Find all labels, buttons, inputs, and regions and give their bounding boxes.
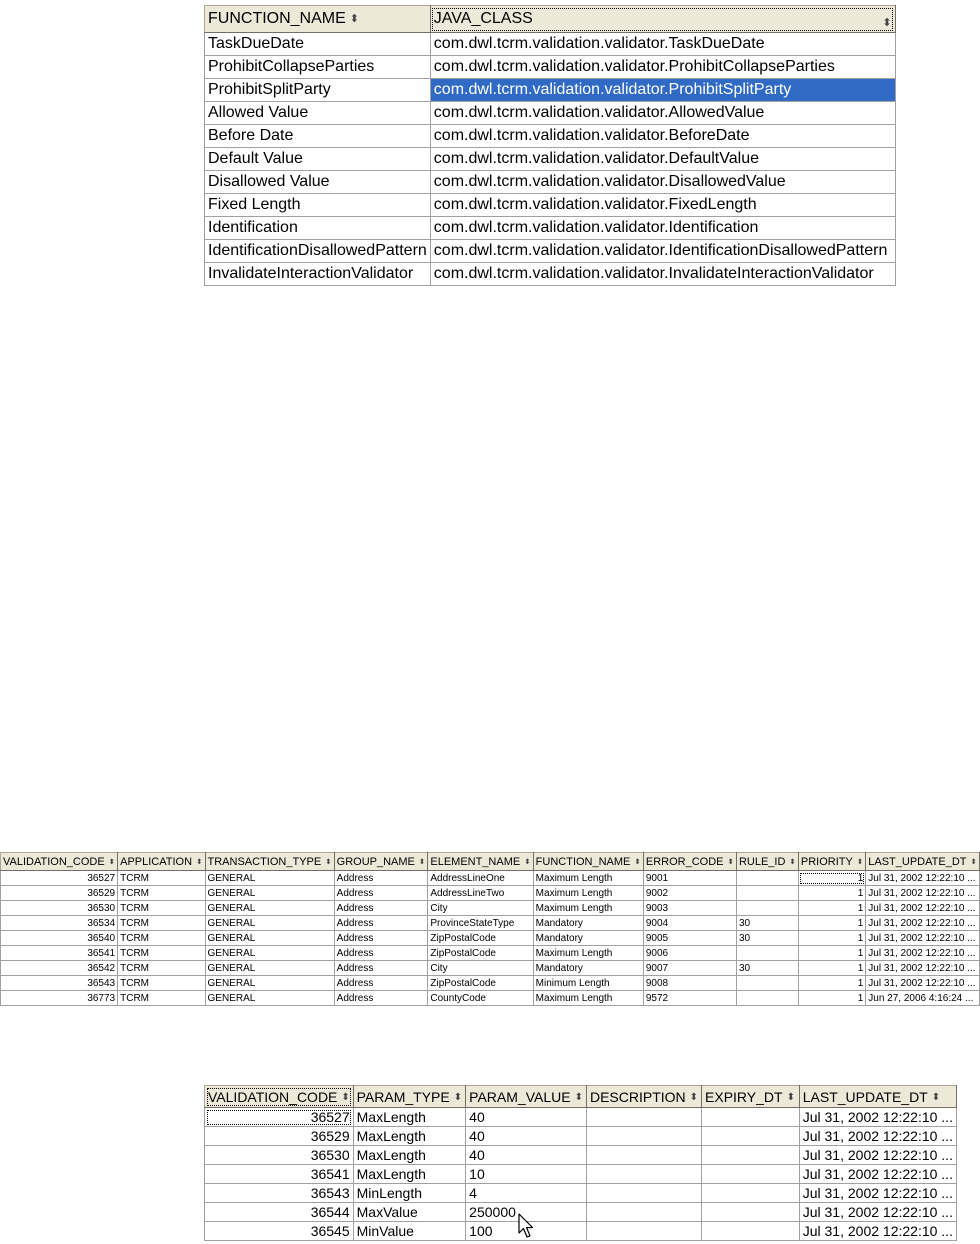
table-cell[interactable]: Address xyxy=(334,886,428,901)
sort-arrows-icon: ⬍ xyxy=(574,1092,583,1104)
table-cell[interactable] xyxy=(736,991,798,1006)
table-cell[interactable]: 40 xyxy=(466,1127,587,1146)
table-cell[interactable]: com.dwl.tcrm.validation.validator.IdentificationDisallowedPattern xyxy=(430,240,895,263)
table-cell[interactable]: com.dwl.tcrm.validation.validator.DefaultValue xyxy=(430,148,895,171)
table-cell[interactable]: Disallowed Value xyxy=(205,171,431,194)
table-cell[interactable]: TCRM xyxy=(118,916,205,931)
table-cell[interactable]: Jul 31, 2002 12:22:10 ... xyxy=(866,871,980,886)
table-row[interactable] xyxy=(205,79,896,102)
table-cell[interactable]: Jul 31, 2002 12:22:10 ... xyxy=(799,1127,956,1146)
table-cell[interactable]: 36545 xyxy=(205,1222,354,1241)
table-cell[interactable]: 1 xyxy=(798,931,865,946)
table-cell[interactable]: GENERAL xyxy=(205,916,334,931)
table-row[interactable] xyxy=(205,1184,957,1203)
table-cell[interactable]: 36542 xyxy=(1,961,118,976)
table-row[interactable] xyxy=(1,916,980,931)
table-row[interactable] xyxy=(1,901,980,916)
column-header[interactable]: FUNCTION_NAME ⬍ xyxy=(533,853,643,871)
column-header-java-class[interactable]: JAVA_CLASS ⬍ xyxy=(430,6,895,33)
column-header[interactable]: VALIDATION_CODE ⬍ xyxy=(205,1086,354,1108)
table-cell[interactable] xyxy=(586,1222,701,1241)
table-cell[interactable]: 4 xyxy=(466,1184,587,1203)
sort-arrows-icon: ⬍ xyxy=(341,1092,350,1104)
table-cell[interactable] xyxy=(702,1203,800,1222)
table-cell[interactable]: 1 xyxy=(798,961,865,976)
table-cell[interactable]: Address xyxy=(334,976,428,991)
table-cell[interactable]: ProhibitSplitParty xyxy=(205,79,431,102)
table-cell[interactable]: 9004 xyxy=(643,916,736,931)
table-cell[interactable]: ProvinceStateType xyxy=(428,916,533,931)
table-cell[interactable]: TCRM xyxy=(118,946,205,961)
table-row[interactable] xyxy=(205,240,896,263)
table-cell[interactable]: Address xyxy=(334,901,428,916)
table-cell[interactable]: Mandatory xyxy=(533,961,643,976)
table-row[interactable] xyxy=(205,102,896,125)
column-header-function-name[interactable]: FUNCTION_NAME ⬍ xyxy=(205,6,431,33)
table-cell[interactable]: 30 xyxy=(736,961,798,976)
table-cell[interactable]: 30 xyxy=(736,916,798,931)
table-cell[interactable]: 30 xyxy=(736,931,798,946)
table-cell[interactable]: Jun 27, 2006 4:16:24 ... xyxy=(866,991,980,1006)
table-cell[interactable]: Mandatory xyxy=(533,916,643,931)
sort-arrows-icon: ⬍ xyxy=(524,857,531,867)
table-cell[interactable]: 36540 xyxy=(1,931,118,946)
sort-arrows-icon: ⬍ xyxy=(970,857,977,867)
table-cell[interactable]: com.dwl.tcrm.validation.validator.BeforeDate xyxy=(430,125,895,148)
column-header[interactable]: GROUP_NAME ⬍ xyxy=(334,853,428,871)
table-cell[interactable]: com.dwl.tcrm.validation.validator.InvalidateInteractionValidator xyxy=(430,263,895,286)
table-cell[interactable]: Jul 31, 2002 12:22:10 ... xyxy=(866,976,980,991)
table-cell[interactable] xyxy=(702,1184,800,1203)
table-cell[interactable]: TCRM xyxy=(118,961,205,976)
table-cell[interactable] xyxy=(586,1203,701,1222)
table-cell[interactable]: AddressLineTwo xyxy=(428,886,533,901)
table-cell[interactable]: 100 xyxy=(466,1222,587,1241)
sort-arrows-icon: ⬍ xyxy=(789,857,796,867)
table-cell[interactable]: 36530 xyxy=(1,901,118,916)
table-cell[interactable]: GENERAL xyxy=(205,991,334,1006)
table-cell[interactable]: com.dwl.tcrm.validation.validator.FixedLength xyxy=(430,194,895,217)
table-cell[interactable]: MaxValue xyxy=(353,1203,466,1222)
table-cell[interactable]: MaxLength xyxy=(353,1108,466,1127)
table-cell[interactable]: Jul 31, 2002 12:22:10 ... xyxy=(866,916,980,931)
table-row[interactable] xyxy=(205,125,896,148)
table-cell[interactable] xyxy=(586,1127,701,1146)
table-cell[interactable]: Address xyxy=(334,991,428,1006)
table-cell[interactable]: Jul 31, 2002 12:22:10 ... xyxy=(866,886,980,901)
table-cell[interactable]: 1 xyxy=(798,901,865,916)
table-row[interactable] xyxy=(205,263,896,286)
table-cell[interactable]: Maximum Length xyxy=(533,886,643,901)
column-header[interactable]: RULE_ID ⬍ xyxy=(736,853,798,871)
table-cell[interactable]: Jul 31, 2002 12:22:10 ... xyxy=(799,1108,956,1127)
table-cell[interactable]: 9006 xyxy=(643,946,736,961)
table-cell[interactable]: 9008 xyxy=(643,976,736,991)
table3-body xyxy=(205,1108,957,1241)
table-row[interactable] xyxy=(1,931,980,946)
table-row[interactable] xyxy=(1,991,980,1006)
table-cell[interactable]: 1 xyxy=(798,871,865,886)
table-cell[interactable]: ZipPostalCode xyxy=(428,976,533,991)
table-cell[interactable]: 36541 xyxy=(1,946,118,961)
sort-arrows-icon: ⬍ xyxy=(856,857,864,867)
table-cell[interactable]: 36529 xyxy=(205,1127,354,1146)
table-row[interactable] xyxy=(1,961,980,976)
table-cell[interactable] xyxy=(586,1146,701,1165)
table-cell[interactable]: Identification xyxy=(205,217,431,240)
table-cell[interactable]: MinValue xyxy=(353,1222,466,1241)
table-cell[interactable]: Jul 31, 2002 12:22:10 ... xyxy=(799,1222,956,1241)
table-cell[interactable]: InvalidateInteractionValidator xyxy=(205,263,431,286)
table-cell[interactable]: MaxLength xyxy=(353,1127,466,1146)
column-header[interactable]: APPLICATION ⬍ xyxy=(118,853,205,871)
sort-arrows-icon: ⬍ xyxy=(108,857,116,867)
table-cell[interactable]: Jul 31, 2002 12:22:10 ... xyxy=(799,1184,956,1203)
table-row[interactable] xyxy=(205,1222,957,1241)
table-cell[interactable] xyxy=(736,871,798,886)
table-cell[interactable]: 250000 xyxy=(466,1203,587,1222)
table-cell[interactable]: Fixed Length xyxy=(205,194,431,217)
table-cell[interactable]: 1 xyxy=(798,916,865,931)
table-row[interactable] xyxy=(1,976,980,991)
table-cell[interactable]: Jul 31, 2002 12:22:10 ... xyxy=(866,901,980,916)
table-cell[interactable]: Maximum Length xyxy=(533,871,643,886)
table-cell[interactable]: 9005 xyxy=(643,931,736,946)
table-cell[interactable]: com.dwl.tcrm.validation.validator.Identification xyxy=(430,217,895,240)
table-row[interactable] xyxy=(205,1127,957,1146)
validation-params-table xyxy=(204,1085,957,1241)
table-cell[interactable]: 1 xyxy=(798,991,865,1006)
table-cell[interactable]: Jul 31, 2002 12:22:10 ... xyxy=(799,1146,956,1165)
table-row[interactable] xyxy=(205,1203,957,1222)
column-header[interactable]: LAST_UPDATE_DT ⬍ xyxy=(866,853,980,871)
table-cell[interactable]: Address xyxy=(334,871,428,886)
table-cell[interactable]: Maximum Length xyxy=(533,946,643,961)
table-cell[interactable] xyxy=(586,1184,701,1203)
table-row[interactable] xyxy=(205,171,896,194)
sort-arrows-icon: ⬍ xyxy=(418,857,426,867)
table-cell[interactable] xyxy=(702,1146,800,1165)
table-cell[interactable]: ZipPostalCode xyxy=(428,931,533,946)
table-cell[interactable]: 36543 xyxy=(205,1184,354,1203)
table-cell[interactable]: TCRM xyxy=(118,976,205,991)
table-cell[interactable] xyxy=(586,1165,701,1184)
table-cell[interactable]: 36541 xyxy=(205,1165,354,1184)
table-cell[interactable]: AddressLineOne xyxy=(428,871,533,886)
table-cell[interactable] xyxy=(736,946,798,961)
table-cell[interactable]: 1 xyxy=(798,946,865,961)
table-cell[interactable]: 9003 xyxy=(643,901,736,916)
table-cell[interactable]: 10 xyxy=(466,1165,587,1184)
table-cell[interactable]: 36527 xyxy=(1,871,118,886)
table-row[interactable] xyxy=(205,1146,957,1165)
sort-arrows-icon: ⬍ xyxy=(689,1092,698,1104)
table-cell[interactable] xyxy=(736,901,798,916)
sort-arrows-icon: ⬍ xyxy=(196,857,203,867)
table-row[interactable] xyxy=(1,946,980,961)
table-cell[interactable]: Before Date xyxy=(205,125,431,148)
table-row[interactable] xyxy=(205,1108,957,1127)
table2-body xyxy=(1,871,980,1006)
sort-arrows-icon: ⬍ xyxy=(882,16,892,29)
column-header[interactable]: EXPIRY_DT ⬍ xyxy=(702,1086,800,1108)
table-cell[interactable] xyxy=(702,1108,800,1127)
table-cell[interactable] xyxy=(702,1127,800,1146)
table-cell[interactable]: MaxLength xyxy=(353,1146,466,1165)
table-cell[interactable]: Allowed Value xyxy=(205,102,431,125)
sort-arrows-icon: ⬍ xyxy=(453,1092,462,1104)
table-cell[interactable]: GENERAL xyxy=(205,946,334,961)
table-cell[interactable]: Jul 31, 2002 12:22:10 ... xyxy=(866,931,980,946)
table-cell[interactable]: GENERAL xyxy=(205,871,334,886)
table-row[interactable] xyxy=(205,33,896,56)
table-cell[interactable]: 9007 xyxy=(643,961,736,976)
table-cell[interactable]: 9572 xyxy=(643,991,736,1006)
table-row[interactable] xyxy=(205,1165,957,1184)
table-cell[interactable]: GENERAL xyxy=(205,976,334,991)
table-cell[interactable]: TCRM xyxy=(118,931,205,946)
table-cell[interactable]: TCRM xyxy=(118,886,205,901)
table-cell[interactable]: 36773 xyxy=(1,991,118,1006)
table-cell[interactable]: ZipPostalCode xyxy=(428,946,533,961)
validation-rules-table xyxy=(0,852,980,1006)
column-header[interactable]: VALIDATION_CODE ⬍ xyxy=(1,853,118,871)
table-cell[interactable]: Jul 31, 2002 12:22:10 ... xyxy=(799,1165,956,1184)
table-cell[interactable]: City xyxy=(428,901,533,916)
column-header[interactable]: DESCRIPTION ⬍ xyxy=(586,1086,701,1108)
table-row[interactable] xyxy=(1,886,980,901)
table-cell[interactable] xyxy=(736,976,798,991)
table-cell[interactable]: Default Value xyxy=(205,148,431,171)
column-header[interactable]: ELEMENT_NAME ⬍ xyxy=(428,853,533,871)
table-cell[interactable]: 1 xyxy=(798,976,865,991)
table-row[interactable] xyxy=(205,194,896,217)
column-header[interactable]: ERROR_CODE ⬍ xyxy=(643,853,736,871)
table-cell[interactable]: City xyxy=(428,961,533,976)
table1-body xyxy=(205,33,896,286)
table3-header-row xyxy=(205,1086,957,1108)
table-cell[interactable]: Jul 31, 2002 12:22:10 ... xyxy=(799,1203,956,1222)
table-cell[interactable]: CountyCode xyxy=(428,991,533,1006)
sort-arrows-icon: ⬍ xyxy=(325,857,332,867)
table-cell[interactable]: Address xyxy=(334,946,428,961)
table-row[interactable] xyxy=(205,148,896,171)
table-cell[interactable] xyxy=(702,1222,800,1241)
table-row[interactable] xyxy=(205,217,896,240)
table-cell[interactable]: TaskDueDate xyxy=(205,33,431,56)
table1-header-row xyxy=(205,6,896,33)
column-header[interactable]: LAST_UPDATE_DT ⬍ xyxy=(799,1086,956,1108)
table-cell[interactable]: 40 xyxy=(466,1108,587,1127)
table-cell[interactable]: IdentificationDisallowedPattern xyxy=(205,240,431,263)
table-cell[interactable]: 9002 xyxy=(643,886,736,901)
table-cell[interactable]: 9001 xyxy=(643,871,736,886)
table-cell[interactable]: com.dwl.tcrm.validation.validator.AllowedValue xyxy=(430,102,895,125)
table-cell[interactable]: TCRM xyxy=(118,901,205,916)
table-cell[interactable]: TCRM xyxy=(118,991,205,1006)
table-cell[interactable]: Maximum Length xyxy=(533,991,643,1006)
table-cell[interactable]: 36527 xyxy=(205,1108,354,1127)
sort-arrows-icon: ⬍ xyxy=(727,857,734,867)
sort-arrows-icon: ⬍ xyxy=(786,1092,795,1104)
table-cell[interactable]: com.dwl.tcrm.validation.validator.TaskDueDate xyxy=(430,33,895,56)
table-cell[interactable]: com.dwl.tcrm.validation.validator.ProhibitSplitParty xyxy=(430,79,895,102)
table-cell[interactable]: GENERAL xyxy=(205,961,334,976)
table-cell[interactable]: 1 xyxy=(798,886,865,901)
table-cell[interactable]: TCRM xyxy=(118,871,205,886)
table-cell[interactable] xyxy=(586,1108,701,1127)
table-cell[interactable]: Address xyxy=(334,931,428,946)
table-cell[interactable]: MaxLength xyxy=(353,1165,466,1184)
table-cell[interactable]: Maximum Length xyxy=(533,901,643,916)
table-cell[interactable]: GENERAL xyxy=(205,931,334,946)
sort-arrows-icon: ⬍ xyxy=(634,857,641,867)
table-cell[interactable]: Address xyxy=(334,961,428,976)
table-cell[interactable]: com.dwl.tcrm.validation.validator.DisallowedValue xyxy=(430,171,895,194)
table-cell[interactable]: ProhibitCollapseParties xyxy=(205,56,431,79)
column-header[interactable]: PARAM_VALUE ⬍ xyxy=(466,1086,587,1108)
table-cell[interactable]: GENERAL xyxy=(205,901,334,916)
table-cell[interactable] xyxy=(736,886,798,901)
table-row[interactable] xyxy=(1,871,980,886)
table2-header-row xyxy=(1,853,980,871)
table-cell[interactable]: 36530 xyxy=(205,1146,354,1165)
function-java-class-table xyxy=(204,5,896,286)
table-cell[interactable]: 36529 xyxy=(1,886,118,901)
table-cell[interactable]: Jul 31, 2002 12:22:10 ... xyxy=(866,961,980,976)
table-cell[interactable]: Jul 31, 2002 12:22:10 ... xyxy=(866,946,980,961)
column-header[interactable]: PARAM_TYPE ⬍ xyxy=(353,1086,466,1108)
table-cell[interactable]: 40 xyxy=(466,1146,587,1165)
mouse-pointer-icon xyxy=(518,1213,536,1239)
table-cell[interactable]: Address xyxy=(334,916,428,931)
table-row[interactable] xyxy=(205,56,896,79)
table-cell[interactable]: GENERAL xyxy=(205,886,334,901)
table-cell[interactable]: Mandatory xyxy=(533,931,643,946)
sort-arrows-icon: ⬍ xyxy=(931,1092,940,1104)
table-cell[interactable]: 36534 xyxy=(1,916,118,931)
table-cell[interactable]: 36544 xyxy=(205,1203,354,1222)
table-cell[interactable] xyxy=(702,1165,800,1184)
column-header[interactable]: TRANSACTION_TYPE ⬍ xyxy=(205,853,334,871)
table-cell[interactable]: Minimum Length xyxy=(533,976,643,991)
table-cell[interactable]: MinLength xyxy=(353,1184,466,1203)
table-cell[interactable]: com.dwl.tcrm.validation.validator.ProhibitCollapseParties xyxy=(430,56,895,79)
sort-arrows-icon: ⬍ xyxy=(349,13,360,26)
table-cell[interactable]: 36543 xyxy=(1,976,118,991)
column-header[interactable]: PRIORITY ⬍ xyxy=(798,853,865,871)
